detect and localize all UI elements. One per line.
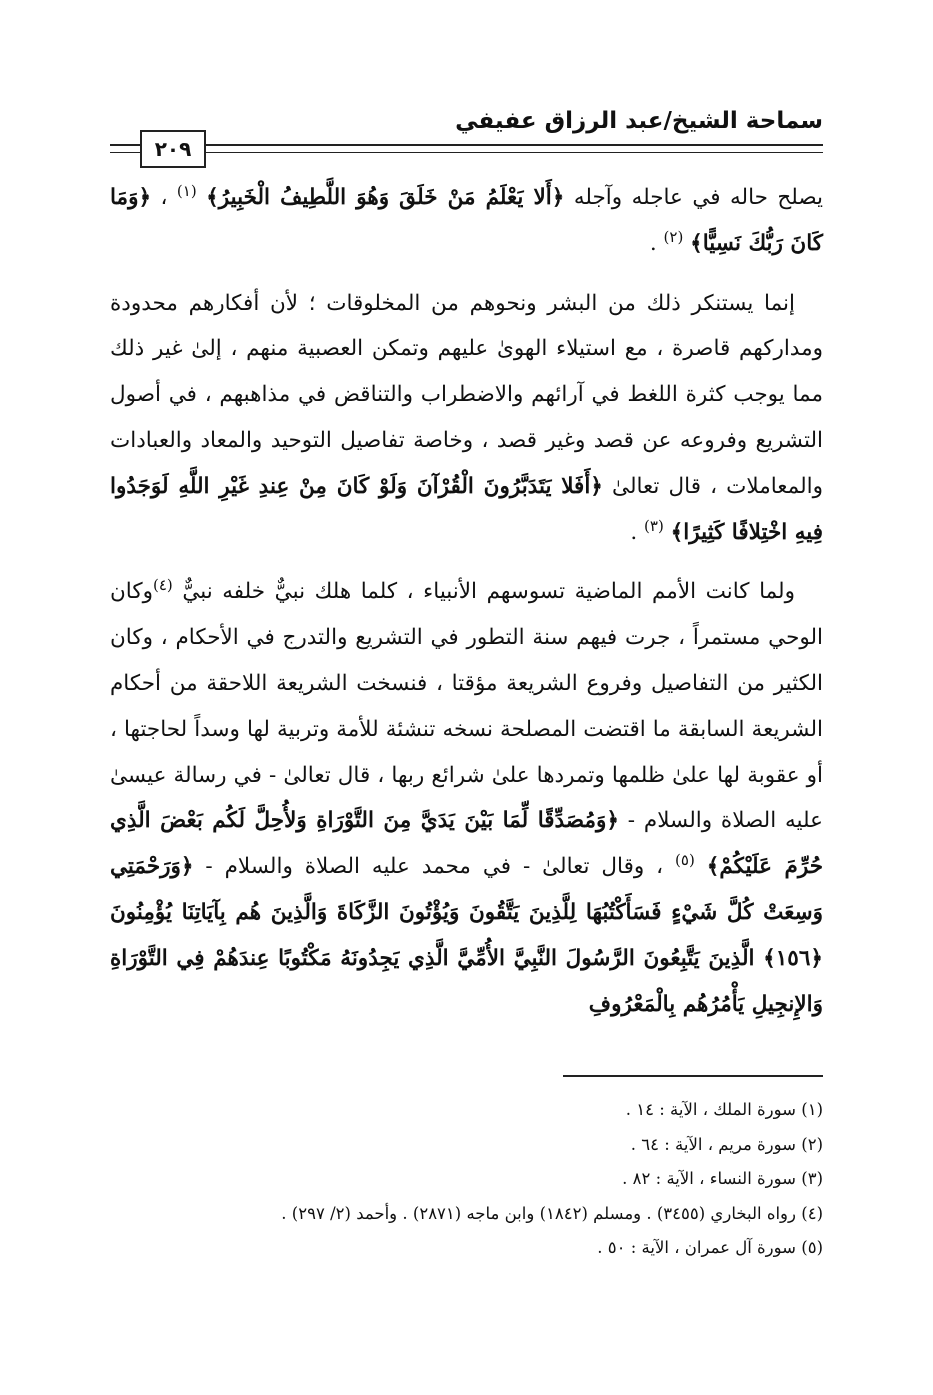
footnote-ref: (١) — [176, 181, 197, 200]
quran-verse: ﴿أَلا يَعْلَمُ مَنْ خَلَقَ وَهُوَ اللَّطِيفُ الْخَبِيرُ﴾ — [206, 185, 565, 210]
footnote: (٤) رواه البخاري (٣٤٥٥) . ومسلم (١٨٤٢) وابن ماجه (٢٨٧١) . وأحمد (٢/ ٢٩٧) . — [281, 1203, 823, 1223]
quran-verse: ﴿وَمُصَدِّقًا لِّمَا بَيْنَ يَدَيَّ مِنَ التَّوْرَاةِ وَلأُحِلَّ لَكُم بَعْضَ الَّذِي حُرِّمَ عَلَيْكُمْ﴾ — [110, 808, 823, 880]
main-text — [110, 175, 823, 1041]
quran-verse: ﴿وَرَحْمَتِي وَسِعَتْ كُلَّ شَيْءٍ فَسَأَكْتُبُهَا لِلَّذِينَ يَتَّقُونَ وَيُؤْتُونَ الزَّكَاةَ وَالَّذِينَ هُم بِآيَاتِنَا يُؤْمِنُونَ ﴿١٥٦﴾ الَّذِينَ يَتَّبِعُونَ الرَّسُولَ النَّبِيَّ الأُمِّيَّ الَّذِي يَجِدُونَهُ مَكْتُوبًا عِندَهُمْ فِي التَّوْرَاةِ وَالإِنجِيلِ يَأْمُرُهُم بِالْمَعْرُوفِ — [110, 854, 823, 1017]
text: وكان الوحي مستمراً ، جرت فيهم سنة التطور في التشريع والتدرج في الأحكام ، وكان الكثير من التفاصيل وفروع الشريعة مؤقتا ، فنسخت الشريعة اللاحقة من أحكام الشريعة السابقة ما اقتضت المصلحة نسخه تنشئة للأمة وتربية لها وسداً لحاجتها ، أو عقوبة لها علىٰ ظلمها وتمردها علىٰ شرائع ربها ، قال تعالىٰ - في رسالة عيسىٰ عليه الصلاة والسلام - — [110, 579, 823, 834]
footnote-ref: (٤) — [152, 576, 173, 595]
text: ، وقال تعالىٰ - في محمد عليه الصلاة والسلام - — [193, 854, 676, 880]
quran-verse: ﴿وَمَا كَانَ رَبُّكَ نَسِيًّا﴾ — [110, 185, 823, 256]
page-number: ٢٠٩ — [140, 130, 206, 168]
footnote-separator — [563, 1075, 823, 1077]
quran-verse: ﴿أَفَلا يَتَدَبَّرُونَ الْقُرْآنَ وَلَوْ كَانَ مِنْ عِندِ غَيْرِ اللَّهِ لَوَجَدُوا فِيهِ اخْتِلافًا كَثِيرًا﴾ — [110, 473, 823, 545]
footnote-ref: (٥) — [675, 851, 695, 869]
text: . — [630, 519, 645, 545]
text: إنما يستنكر ذلك من البشر ونحوهم من المخلوقات ؛ لأن أفكارهم محدودة ومداركهم قاصرة ، مع استيلاء الهوىٰ عليهم وتمكن العصبية منهم ، إلىٰ غير ذلك مما يوجب كثرة اللغط في آرائهم والاضطراب والتناقض في مذاهبهم ، في أصول التشريع وفروعه عن قصد وغير قصد ، وخاصة تفاصيل التوحيد والمعاد والعبادات والمعاملات ، قال تعالىٰ — [110, 290, 824, 499]
running-title: سماحة الشيخ/عبد الرزاق عفيفي — [455, 108, 823, 134]
paragraph-1 — [110, 175, 823, 267]
footnote: (٥) سورة آل عمران ، الآية : ٥٠ . — [597, 1238, 823, 1257]
text: يصلح حاله في عاجله وآجله — [564, 185, 823, 210]
footnote-ref: (٣) — [644, 516, 664, 535]
footnotes — [110, 1093, 823, 1266]
text: . — [649, 230, 664, 256]
header-rule — [110, 144, 823, 153]
footnote: (١) سورة الملك ، الآية : ١٤ . — [625, 1100, 823, 1119]
page-header — [110, 100, 823, 160]
footnote: (٢) سورة مريم ، الآية : ٦٤ . — [630, 1134, 823, 1154]
paragraph-3 — [110, 569, 823, 1027]
text: ، — [151, 185, 177, 210]
text: ولما كانت الأمم الماضية تسوسهم الأنبياء ، كلما هلك نبيٌّ خلفه نبيٌّ — [172, 579, 795, 605]
paragraph-2 — [110, 281, 823, 556]
footnote-ref: (٢) — [663, 227, 684, 246]
footnote: (٣) سورة النساء ، الآية : ٨٢ . — [622, 1169, 823, 1188]
